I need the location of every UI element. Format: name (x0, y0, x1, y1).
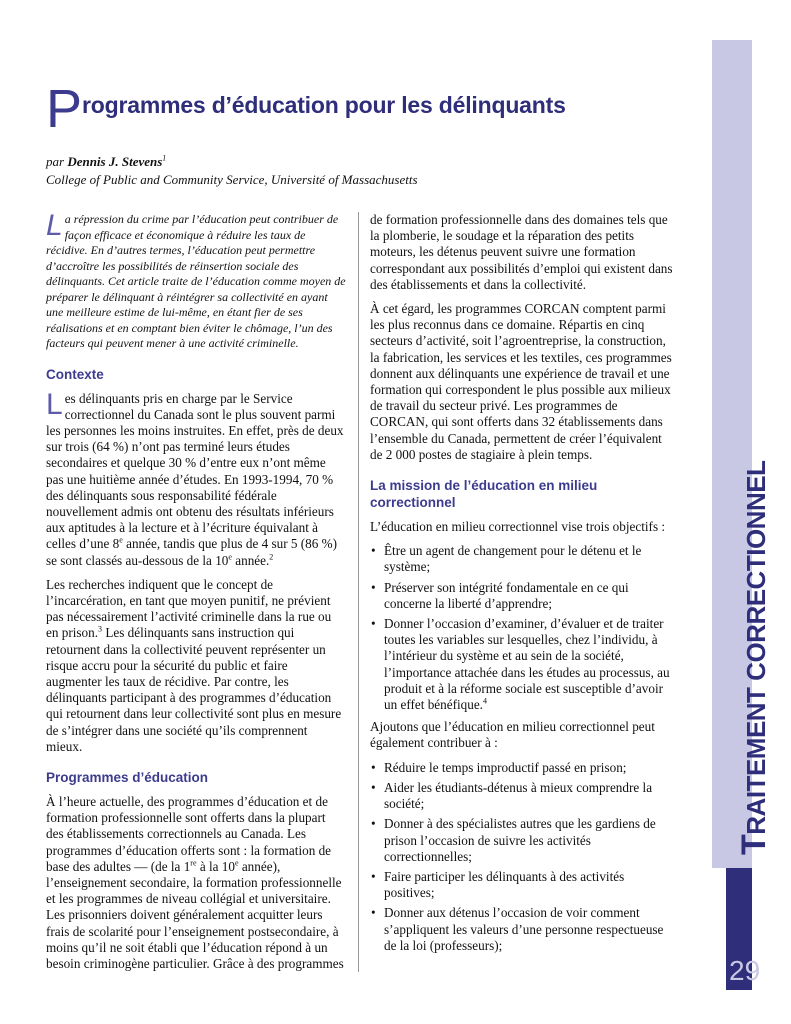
author-name: Dennis J. Stevens (67, 154, 163, 169)
col2-paragraph-1: de formation professionnelle dans des domaines tels que la plomberie, le soudage et la réparation des petits moteurs, les détenus peuvent suivre une formation correspondant aux possibilités d’emploi qui existent dans des établissements et dans la collectivité. (370, 212, 673, 292)
heading-contexte: Contexte (46, 366, 104, 382)
footnote-ref: 4 (482, 696, 487, 706)
programmes-paragraph: À l’heure actuelle, des programmes d’éducation et de formation professionnelle sont offerts dans la plupart des établissements correctionnels au Canada. Les programmes d’éducation offerts sont : la formation de base des adultes — (de la 1re à la 10e année), l’enseignement secondaire, la formation professionnelle et les programmes de niveau collégial et universitaire. Les prisonniers doivent généralement acquitter leurs frais de scolarité pour l’enseignement postsecondaire, à moins qu’il ne soit établi que l’éducation répond à un besoin criminogène particulier. Grâce à des programmes (46, 793, 344, 971)
list-item: • Faire participer les délinquants à des activités positives; (384, 869, 675, 901)
section-label: TRAITEMENT CORRECTIONNEL (735, 460, 773, 855)
list-item: • Réduire le temps improductif passé en prison; (384, 760, 675, 776)
left-column (46, 209, 346, 980)
contexte-paragraph-2: Les recherches indiquent que le concept de l’incarcération, en tant que moyen punitif, ne prévient pas nécessairement l’activité criminelle dans la rue ou en prison.$^3$ Les délinquants sans instruction qui retournent dans la collectivité peuvent représenter un risque accru pour la sécurité du public et faire augmenter les taux de récidive. Par contre, les délinquants participant à des programmes d’éducation qui retournent dans leur collectivité sont plus en mesure de s’intégrer dans une société qu’ils comprennent mieux. (46, 576, 342, 754)
author-note: 1 (162, 153, 167, 163)
side-bar-gap (712, 868, 726, 990)
col2-paragraph-2: À cet égard, les programmes CORCAN comptent parmi les plus reconnus dans ce domaine. Répartis en cinq secteurs d’activité, soit l’agroentreprise, la construction, la fabrication, les services et les textiles, ces programmes donnent aux délinquants une expérience de travail et une formation qui correspondent le plus possible aux milieux de travail du secteur privé. Les programmes de CORCAN, qui sont offerts dans 32 établissements dans l’ensemble du Canada, permettent de créer l’équivalent de 2 000 postes de stagiaire à plein temps. (370, 301, 672, 462)
list-item: • Donner l’occasion d’examiner, d’évaluer et de traiter toutes les variables sur lesquelles, chez l’individu, à l’intérieur du système et au sein de la société, l’importance attachée dans les études au processus, au produit et à la réforme sociale est susceptible d’avoir un effet bénéfique.$^4$ (384, 616, 675, 713)
title-drop-cap: P (46, 79, 83, 139)
byline-par: par (46, 154, 65, 169)
abstract-drop-cap: L (46, 209, 63, 242)
list-item: • Être un agent de changement pour le détenu et le système; (384, 543, 675, 575)
right-column (370, 212, 675, 960)
mission-intro: L’éducation en milieu correctionnel vise trois objectifs : (370, 519, 666, 535)
footnote-ref: 3 (98, 624, 103, 634)
contexte-drop-cap: L (46, 387, 63, 421)
abstract-text: a répression du crime par l’éducation peut contribuer de façon efficace et économique à réduire les taux de récidive. En d’autres termes, l’éducation peut permettre d’accroître les possibilités de réinsertion sociale des délinquants. Cet article traite de l’éducation comme moyen de préparer le délinquant à réintégrer sa collectivité en ayant une meilleure estime de lui-même, en étant fier de ses réalisations et en comptant bien éviter le chômage, l’un des facteurs qui peuvent mener à une activité criminelle. (46, 212, 346, 350)
footnote-ref: 2 (269, 552, 274, 562)
affiliation: College of Public and Community Service, Université of Massachusetts (46, 172, 418, 187)
title-text: rogrammes d’éducation pour les délinquants (82, 92, 566, 118)
mission-list (370, 543, 675, 713)
column-divider (358, 212, 359, 972)
page-number: 29 (729, 955, 761, 986)
list-item: • Donner à des spécialistes autres que les gardiens de prison l’occasion de suivre les activités correctionnelles; (384, 816, 675, 865)
list-item: • Préserver son intégrité fondamentale en ce qui concerne la liberté d’apprendre; (384, 580, 675, 612)
contexte-paragraph-1: Les délinquants pris en charge par le Service correctionnel du Canada sont le plus souvent parmi les personnes les moins instruites. En effet, près de deux sur trois (64 %) n’ont pas terminé leurs études secondaires et quelque 30 % d’entre eux n’ont même pas une huitième année d’études. En 1993-1994, 70 % des délinquants sous responsabilité fédérale nouvellement admis ont obtenu des résultats inférieurs aux aptitudes à la lecture et à l’écriture équivalant à celles d’une 8e année, tandis que plus de 4 sur 5 (86 %) se sont classés au-dessous de la 10e année.$^2$ (46, 387, 344, 568)
contrib-intro: Ajoutons que l’éducation en milieu correctionnel peut également contribuer à : (370, 719, 655, 751)
list-item: • Aider les étudiants-détenus à mieux comprendre la société; (384, 780, 675, 812)
heading-programmes: Programmes d’éducation (46, 769, 209, 785)
heading-mission: La mission de l’éducation en milieu correctionnel (370, 478, 598, 511)
abstract (46, 209, 346, 352)
article-title (46, 79, 686, 139)
byline (46, 153, 418, 189)
contrib-list (370, 760, 675, 954)
list-item: • Donner aux détenus l’occasion de voir comment s’appliquent les valeurs d’une personne respectueuse de la loi (professeurs); (384, 905, 675, 954)
